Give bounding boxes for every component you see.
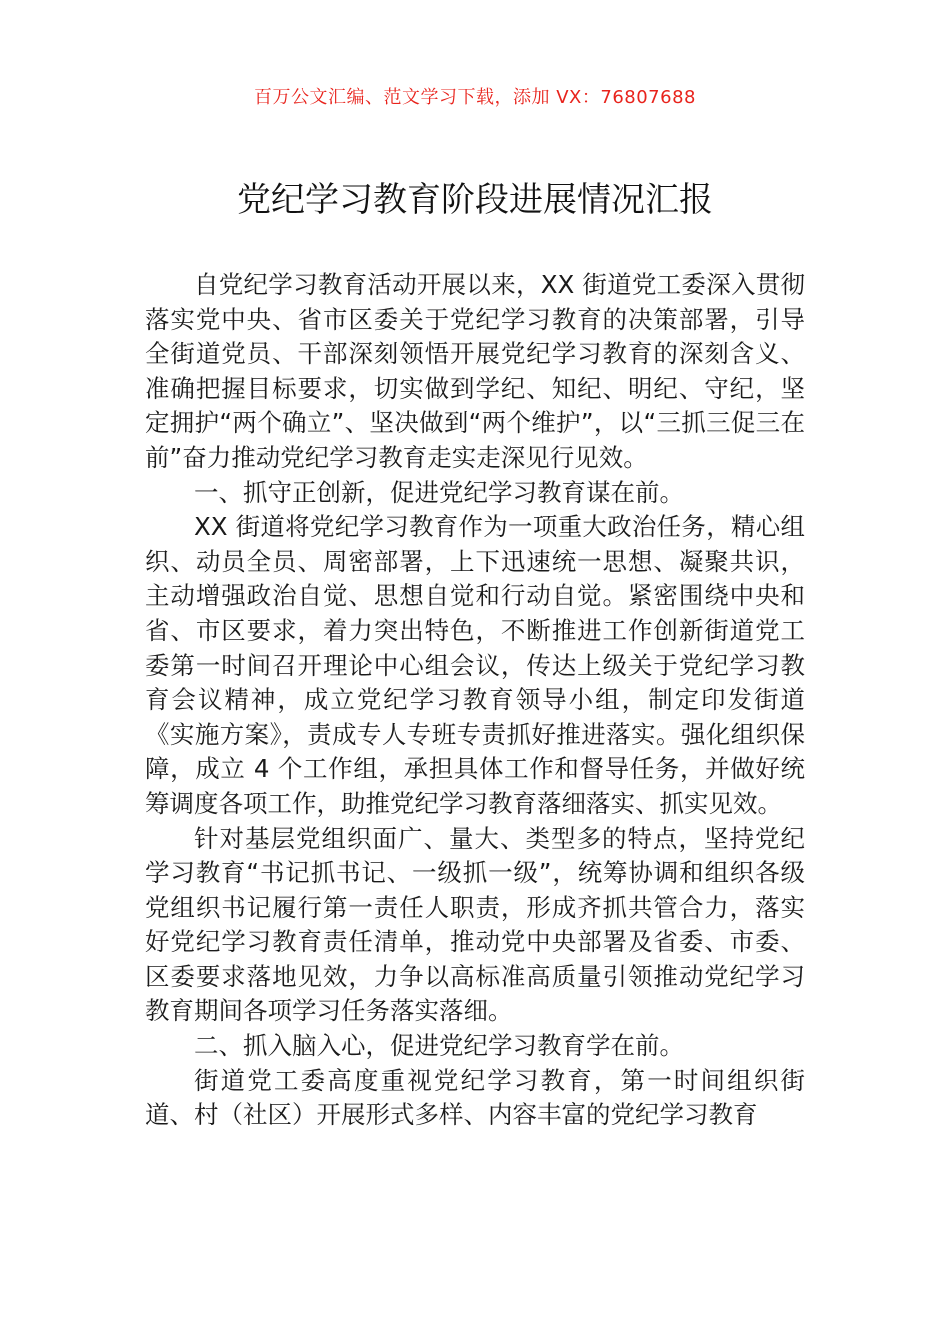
section-heading-2: 二、抓入脑入心，促进党纪学习教育学在前。: [194, 1031, 684, 1061]
promo-banner: 百万公文汇编、范文学习下载，添加 VX：76807688: [254, 87, 696, 108]
document-body: [145, 268, 805, 1133]
paragraph-section2-a: 街道党工委高度重视党纪学习教育，第一时间组织街道、村（社区）开展形式多样、内容丰富的党纪学习教育: [145, 1065, 805, 1130]
paragraph-section1-b: 针对基层党组织面广、量大、类型多的特点，坚持党纪学习教育“书记抓书记、一级抓一级”，统筹协调和组织各级党组织书记履行第一责任人职责，形成齐抓共管合力，落实好党纪学习教育责任清单，推动党中央部署及省委、市委、区委要求落地见效，力争以高标准高质量引领推动党纪学习教育期间各项学习任务落实落细。: [145, 823, 805, 1026]
paragraph-section1-a: XX 街道将党纪学习教育作为一项重大政治任务，精心组织、动员全员、周密部署，上下迅速统一思想、凝聚共识，主动增强政治自觉、思想自觉和行动自觉。紧密围绕中央和省、市区要求，着力突出特色，不断推进工作创新街道党工委第一时间召开理论中心组会议，传达上级关于党纪学习教育会议精神，成立党纪学习教育领导小组，制定印发街道《实施方案》，责成专人专班专责抓好推进落实。强化组织保障，成立 4 个工作组，承担具体工作和督导任务，并做好统筹调度各项工作，助推党纪学习教育落细落实、抓实见效。: [145, 512, 805, 818]
paragraph-intro: 自党纪学习教育活动开展以来，XX 街道党工委深入贯彻落实党中央、省市区委关于党纪学习教育的决策部署，引导全街道党员、干部深刻领悟开展党纪学习教育的深刻含义、准确把握目标要求，切实做到学纪、知纪、明纪、守纪，坚定拥护“两个确立”、坚决做到“两个维护”，以“三抓三促三在前”奋力推动党纪学习教育走实走深见行见效。: [145, 270, 805, 472]
document-title: 党纪学习教育阶段进展情况汇报: [237, 180, 713, 220]
section-heading-1: 一、抓守正创新，促进党纪学习教育谋在前。: [194, 477, 684, 507]
